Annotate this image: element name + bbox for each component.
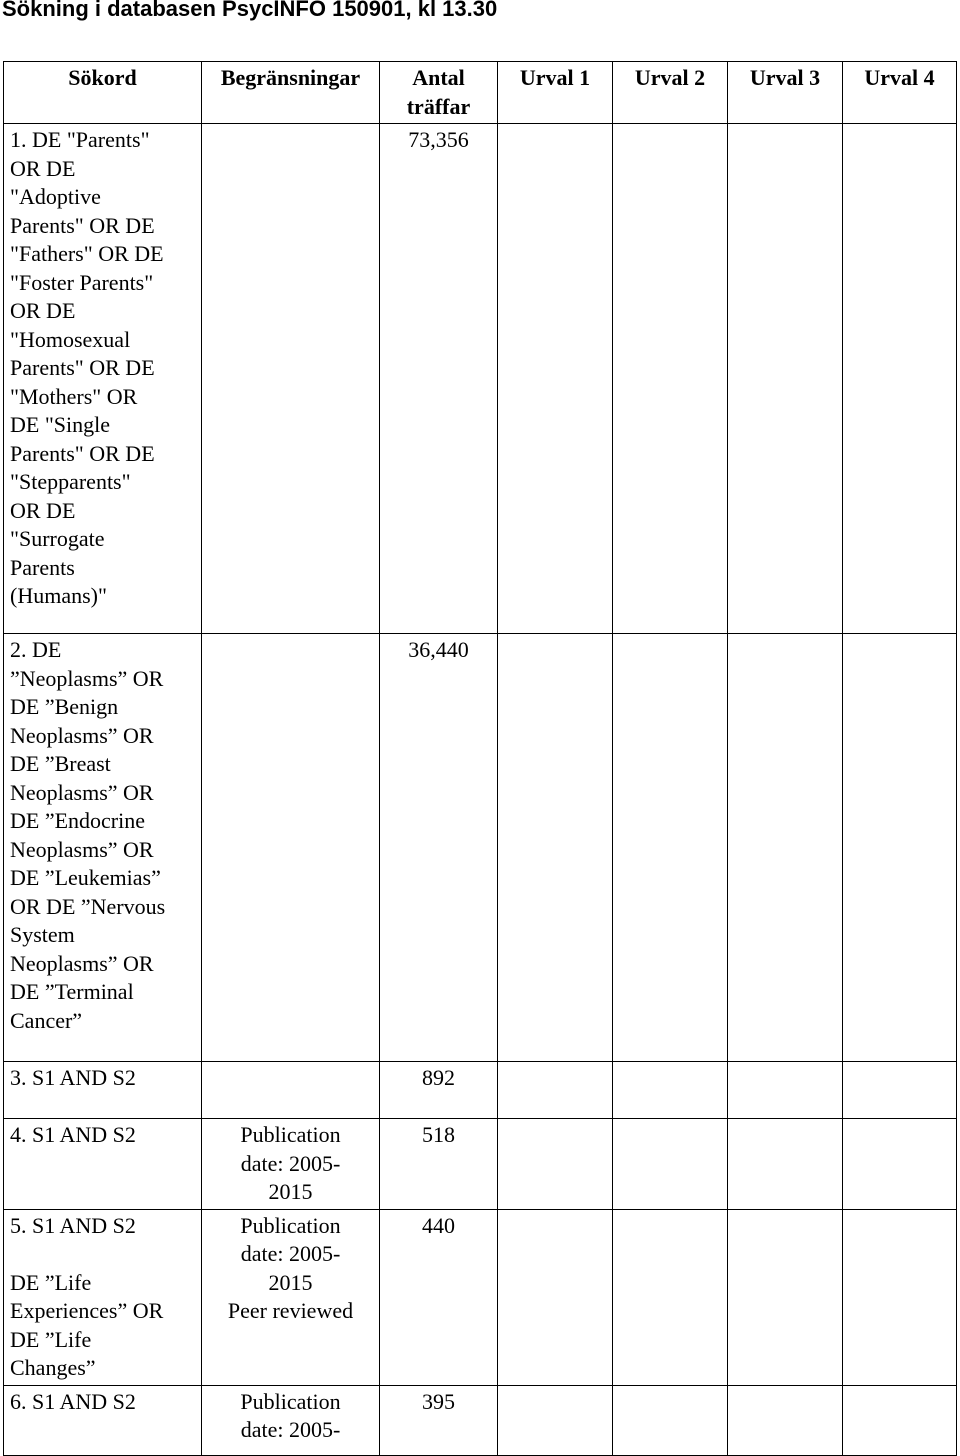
antal-cell: 73,356 — [380, 124, 498, 634]
urval3-cell — [728, 1385, 843, 1455]
header-urval-3: Urval 3 — [728, 62, 843, 124]
urval4-cell — [843, 1119, 957, 1210]
header-begransningar: Begränsningar — [202, 62, 380, 124]
urval2-cell — [613, 124, 728, 634]
antal-cell: 440 — [380, 1209, 498, 1385]
urval2-cell — [613, 634, 728, 1062]
sokord-cell: 5. S1 AND S2 DE ”Life Experiences” OR DE ”Life Changes” — [4, 1209, 202, 1385]
urval3-cell — [728, 124, 843, 634]
begransningar-cell — [202, 634, 380, 1062]
urval4-cell — [843, 1062, 957, 1119]
sokord-cell: 2. DE ”Neoplasms” OR DE ”Benign Neoplasms” OR DE ”Breast Neoplasms” OR DE ”Endocrine Neoplasms” OR DE ”Leukemias” OR DE ”Nervous System Neoplasms” OR DE ”Terminal Cancer” — [4, 634, 202, 1062]
begransningar-cell: Publication date: 2005- 2015 — [202, 1119, 380, 1210]
sokord-cell: 4. S1 AND S2 — [4, 1119, 202, 1210]
urval4-cell — [843, 124, 957, 634]
sokord-cell: 1. DE "Parents" OR DE "Adoptive Parents" OR DE "Fathers" OR DE "Foster Parents" OR DE "Homosexual Parents" OR DE "Mothers" OR DE "Single Parents" OR DE "Stepparents" OR DE "Surrogate Parents (Humans)" — [4, 124, 202, 634]
antal-cell: 518 — [380, 1119, 498, 1210]
urval4-cell — [843, 634, 957, 1062]
urval1-cell — [498, 634, 613, 1062]
table-row — [4, 1119, 957, 1210]
urval4-cell — [843, 1209, 957, 1385]
urval2-cell — [613, 1209, 728, 1385]
urval1-cell — [498, 124, 613, 634]
urval4-cell — [843, 1385, 957, 1455]
antal-cell: 36,440 — [380, 634, 498, 1062]
sokord-cell: 3. S1 AND S2 — [4, 1062, 202, 1119]
begransningar-cell — [202, 1062, 380, 1119]
urval3-cell — [728, 1119, 843, 1210]
urval3-cell — [728, 1209, 843, 1385]
begransningar-cell: Publication date: 2005- 2015 Peer reviewed — [202, 1209, 380, 1385]
urval1-cell — [498, 1119, 613, 1210]
urval2-cell — [613, 1385, 728, 1455]
table-row — [4, 124, 957, 634]
search-table — [3, 61, 957, 1456]
urval3-cell — [728, 634, 843, 1062]
antal-cell: 892 — [380, 1062, 498, 1119]
urval1-cell — [498, 1209, 613, 1385]
urval1-cell — [498, 1062, 613, 1119]
urval2-cell — [613, 1062, 728, 1119]
table-row — [4, 634, 957, 1062]
header-urval-4: Urval 4 — [843, 62, 957, 124]
begransningar-cell: Publication date: 2005- — [202, 1385, 380, 1455]
begransningar-cell — [202, 124, 380, 634]
header-urval-2: Urval 2 — [613, 62, 728, 124]
antal-cell: 395 — [380, 1385, 498, 1455]
sokord-cell: 6. S1 AND S2 — [4, 1385, 202, 1455]
header-sokord: Sökord — [4, 62, 202, 124]
header-urval-1: Urval 1 — [498, 62, 613, 124]
table-row — [4, 1062, 957, 1119]
urval2-cell — [613, 1119, 728, 1210]
table-row — [4, 1385, 957, 1455]
table-row — [4, 1209, 957, 1385]
urval3-cell — [728, 1062, 843, 1119]
header-row — [4, 62, 957, 124]
header-antal-traffar: Antal träffar — [380, 62, 498, 124]
page-title: Sökning i databasen PsycINFO 150901, kl 13.30 — [2, 0, 498, 21]
urval1-cell — [498, 1385, 613, 1455]
